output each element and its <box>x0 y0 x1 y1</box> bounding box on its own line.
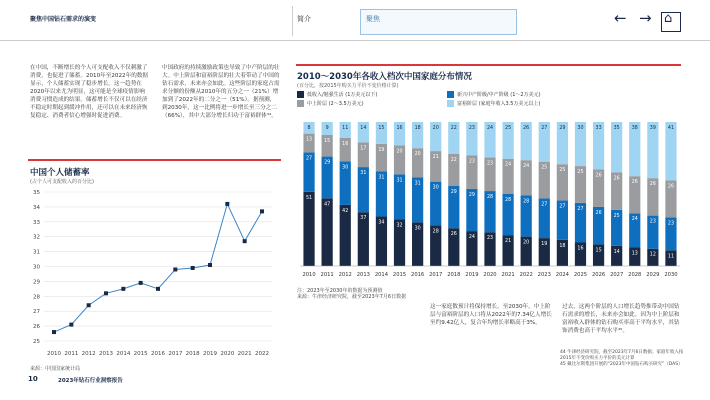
data-point <box>156 287 160 291</box>
data-label: 23 <box>667 221 675 227</box>
mid-paragraph: 中国政府的持续激励政策也导致了中产阶层的壮大。中上阶层和富裕阶层的壮大着带动了中国的钻石需求，未来亦会如此。这些阶层的家庭占需求分额的份额从2010年的五分之一（21%）增加到了2022年的二分之一（51%）。据预测，到2030年，这一比例将进一步增长至三分之二（66%），其中大部分增长归功于富裕群体⁴⁴。 <box>162 65 280 119</box>
x-tick-label: 2010 <box>47 351 61 357</box>
chart2-title: 2010～2030年各收入档次中国家庭分布情况 <box>297 72 472 82</box>
data-point <box>173 267 177 271</box>
data-label: 26 <box>667 184 675 190</box>
x-tick-label: 2028 <box>628 272 642 278</box>
data-label: 18 <box>414 126 421 131</box>
data-label: 26 <box>631 180 638 186</box>
chart1-subtitle: (占个人可支配收入的百分比) <box>30 179 94 185</box>
y-tick-label: 34 <box>33 204 40 211</box>
x-tick-label: 2012 <box>338 272 352 278</box>
data-label: 51 <box>305 195 313 201</box>
x-tick-label: 2022 <box>519 272 533 278</box>
data-label: 11 <box>342 126 349 131</box>
home-icon[interactable]: ⌂ <box>664 11 673 26</box>
x-tick-label: 2018 <box>447 272 461 278</box>
data-label: 23 <box>486 236 494 242</box>
data-label: 42 <box>342 208 349 214</box>
data-label: 16 <box>342 142 349 147</box>
y-tick-label: 32 <box>33 234 40 241</box>
x-tick-label: 2019 <box>465 272 479 278</box>
bar-segment <box>629 247 640 266</box>
data-label: 25 <box>541 165 548 171</box>
x-tick-label: 2014 <box>116 351 131 357</box>
page-number: 10 <box>28 375 38 383</box>
y-tick-label: 26 <box>33 324 40 331</box>
data-label: 24 <box>486 126 494 131</box>
data-point <box>225 202 229 206</box>
bar-segment <box>303 192 314 266</box>
tab-intro[interactable]: 简介 <box>297 15 311 23</box>
legend-label: 低收入/勉强生活 (1万美元以下) <box>307 92 378 98</box>
x-tick-label: 2021 <box>237 351 252 357</box>
data-label: 26 <box>613 176 620 182</box>
x-tick-label: 2011 <box>64 351 79 357</box>
x-tick-label: 2026 <box>591 272 606 278</box>
data-label: 24 <box>505 162 512 168</box>
x-tick-label: 2020 <box>220 351 235 357</box>
chart2-note: 注：2023年至2030年的数据为预测值 <box>297 288 383 294</box>
data-point <box>121 287 125 291</box>
y-tick-label: 29 <box>33 279 40 286</box>
data-label: 23 <box>468 159 475 165</box>
x-tick-label: 2020 <box>483 272 497 278</box>
chart2-legend <box>297 91 682 107</box>
legend-label: 富裕阶层 (家庭年收入3.5万美元以上) <box>457 101 541 107</box>
bar-segment <box>322 198 333 266</box>
data-label: 31 <box>396 178 403 184</box>
data-label: 17 <box>360 146 367 152</box>
data-label: 34 <box>378 220 385 226</box>
x-tick-label: 2017 <box>429 272 443 278</box>
x-tick-label: 2022 <box>255 351 269 357</box>
data-label: 16 <box>577 246 584 252</box>
data-label: 32 <box>396 223 403 229</box>
chart2-source: 来源：牛津经济研究院，截至2023年7月6日数据 <box>297 294 407 300</box>
report-title: 2023年钻石行业洞察报告 <box>58 378 123 384</box>
chart1-source: 来源：中国国家统计局 <box>30 366 81 372</box>
bar-segment <box>340 205 351 266</box>
data-label: 38 <box>631 126 638 131</box>
legend-item <box>447 91 647 98</box>
x-tick-label: 2013 <box>356 272 370 278</box>
x-tick-label: 2013 <box>99 351 113 357</box>
data-label: 19 <box>378 147 385 153</box>
data-label: 15 <box>595 248 602 254</box>
data-point <box>69 323 73 327</box>
data-label: 30 <box>432 185 439 191</box>
data-label: 25 <box>559 168 566 174</box>
x-tick-label: 2011 <box>320 272 334 278</box>
data-label: 47 <box>324 202 331 208</box>
data-label: 24 <box>523 164 530 170</box>
data-label: 26 <box>450 232 457 238</box>
x-tick-label: 2030 <box>664 272 678 278</box>
data-label: 30 <box>342 165 349 171</box>
y-tick-label: 35 <box>33 190 40 196</box>
legend-item <box>297 100 447 107</box>
x-tick-label: 2010 <box>302 272 316 278</box>
household-distribution-chart <box>296 116 682 286</box>
y-tick-label: 31 <box>33 249 40 256</box>
data-point <box>104 291 108 295</box>
data-label: 28 <box>523 199 530 205</box>
data-point <box>87 303 91 307</box>
data-label: 21 <box>432 155 439 161</box>
chart1-rule <box>28 159 281 161</box>
x-tick-label: 2018 <box>185 351 200 357</box>
chart1-title: 中国个人储蓄率 <box>30 168 90 178</box>
data-label: 9 <box>325 126 329 131</box>
data-point <box>191 266 195 270</box>
y-tick-label: 27 <box>33 309 40 316</box>
data-label: 20 <box>432 126 439 131</box>
data-label: 30 <box>577 126 584 131</box>
data-label: 20 <box>396 149 403 155</box>
data-label: 41 <box>667 126 675 131</box>
back-arrow-icon[interactable]: ← <box>614 9 627 27</box>
forward-arrow-icon[interactable]: → <box>639 9 652 27</box>
legend-swatch <box>297 100 304 107</box>
bottom-mid-paragraph: 这一家庭数预计将保持增长，至2030年，中上阶层与富裕阶层的人口将从2022年的7.34亿人增长至约9.42亿人，复合年均增长率略高于3%。 <box>430 304 552 326</box>
legend-swatch <box>447 91 454 98</box>
x-tick-label: 2023 <box>537 272 551 278</box>
y-tick-label: 28 <box>33 294 40 301</box>
data-label: 22 <box>450 158 457 163</box>
legend-item <box>297 91 447 98</box>
data-label: 26 <box>595 173 602 179</box>
legend-item <box>447 100 647 107</box>
x-tick-label: 2014 <box>374 272 389 278</box>
y-tick-label: 25 <box>33 339 40 345</box>
x-tick-label: 2027 <box>610 272 624 278</box>
series-line <box>54 204 262 332</box>
data-label: 33 <box>595 126 602 131</box>
data-label: 29 <box>468 192 475 198</box>
data-label: 26 <box>523 126 530 131</box>
data-label: 13 <box>305 137 313 143</box>
x-tick-label: 2025 <box>573 272 588 278</box>
data-label: 26 <box>649 182 656 188</box>
data-label: 15 <box>324 138 331 144</box>
x-tick-label: 2012 <box>81 351 96 357</box>
data-label: 31 <box>360 171 367 177</box>
data-label: 29 <box>324 160 331 166</box>
data-label: 39 <box>649 126 656 131</box>
x-tick-label: 2015 <box>133 351 148 357</box>
data-label: 27 <box>305 156 313 162</box>
data-point <box>208 263 212 267</box>
data-label: 12 <box>649 252 656 258</box>
data-label: 27 <box>541 202 548 208</box>
data-label: 20 <box>523 240 530 246</box>
data-label: 37 <box>360 216 367 222</box>
data-label: 28 <box>486 195 494 201</box>
header-divider <box>292 6 293 36</box>
x-tick-label: 2015 <box>392 272 407 278</box>
data-point <box>260 209 264 213</box>
data-label: 16 <box>396 126 403 131</box>
data-point <box>243 239 247 243</box>
data-label: 20 <box>414 152 421 158</box>
left-paragraph: 在中国，不断增长的个人可支配收入不仅刺激了消费，也促进了储蓄。2010年至2022年的数据显示，个人储蓄实现了稳步增长。这一趋势在2020年以来尤为明显，这可能是全球疫情影响消费习惯造成的结果。储蓄增长不仅可以在经济不稳定时期起到缓冲作用，还可以在未来经济恢复稳定、消费者信心增强时促进消费。 <box>30 65 148 119</box>
x-tick-label: 2016 <box>151 351 165 357</box>
data-label: 23 <box>468 126 475 131</box>
tab-focus[interactable]: 聚焦 <box>366 15 380 23</box>
header-rule <box>0 40 710 41</box>
footnote-44: 44 牛津经济研究院，截至2023年7月6日数据；家庭年收入按2015年不变价购买力平价的美元计算 <box>560 350 684 361</box>
data-label: 11 <box>667 254 675 260</box>
bar-segment <box>303 134 314 153</box>
data-label: 24 <box>631 217 638 223</box>
x-tick-label: 2017 <box>168 351 183 357</box>
x-tick-label: 2024 <box>555 272 569 278</box>
data-label: 14 <box>613 249 620 255</box>
data-label: 35 <box>613 126 620 131</box>
top-bar <box>0 0 710 40</box>
data-label: 13 <box>631 251 638 257</box>
data-label: 8 <box>307 126 311 131</box>
data-label: 30 <box>414 226 421 232</box>
data-label: 18 <box>559 243 566 249</box>
data-label: 21 <box>505 239 512 245</box>
data-label: 23 <box>649 219 656 225</box>
data-label: 27 <box>577 206 584 212</box>
data-label: 27 <box>559 204 566 210</box>
x-tick-label: 2016 <box>411 272 425 278</box>
data-label: 14 <box>360 126 367 131</box>
data-label: 28 <box>505 198 512 203</box>
data-label: 27 <box>541 126 548 131</box>
data-label: 25 <box>505 126 512 131</box>
bottom-right-paragraph: 过去，这两个阶层的人口增长趋势推带动中国钻石需求的增长，未来亦会如此。因为中上阶层和富裕收入群体的钻石购买率高于平均水平，其钻饰消费也高于平均水平⁴⁵。 <box>562 304 680 334</box>
legend-label: 中上阶层 (2～3.5万美元) <box>307 101 364 107</box>
footnotes <box>560 350 685 368</box>
data-label: 29 <box>559 126 566 131</box>
legend-swatch <box>297 91 304 98</box>
section-title: 聚焦中国钻石需求的演变 <box>30 16 97 23</box>
x-tick-label: 2021 <box>501 272 515 278</box>
data-label: 28 <box>432 229 439 235</box>
legend-swatch <box>447 100 454 107</box>
data-label: 25 <box>613 213 620 219</box>
x-tick-label: 2019 <box>203 351 217 357</box>
data-label: 25 <box>577 170 584 176</box>
data-label: 23 <box>486 161 494 167</box>
data-point <box>139 281 143 285</box>
data-label: 22 <box>450 126 457 131</box>
x-tick-label: 2029 <box>646 272 660 278</box>
data-label: 19 <box>541 242 548 248</box>
chart2-rule <box>296 64 681 66</box>
data-point <box>52 330 56 334</box>
tab-focus-box[interactable] <box>360 9 517 35</box>
data-label: 15 <box>378 126 385 131</box>
data-label: 26 <box>595 210 602 216</box>
data-label: 29 <box>450 190 457 195</box>
data-label: 31 <box>378 175 385 181</box>
savings-rate-chart <box>28 186 282 361</box>
data-label: 24 <box>468 235 475 241</box>
legend-label: 新兴中产阶级/中产阶级 (1～2万美元) <box>457 92 541 98</box>
data-label: 31 <box>414 181 421 187</box>
chart2-subtitle: (百分比，按2015年购买力平价不变价格计算) <box>297 83 399 89</box>
footnote-45: 45 戴比尔斯集团开展的“2023年中国钻石购买研究”（DAS） <box>560 362 683 367</box>
y-tick-label: 33 <box>33 219 40 226</box>
y-tick-label: 30 <box>33 264 40 271</box>
